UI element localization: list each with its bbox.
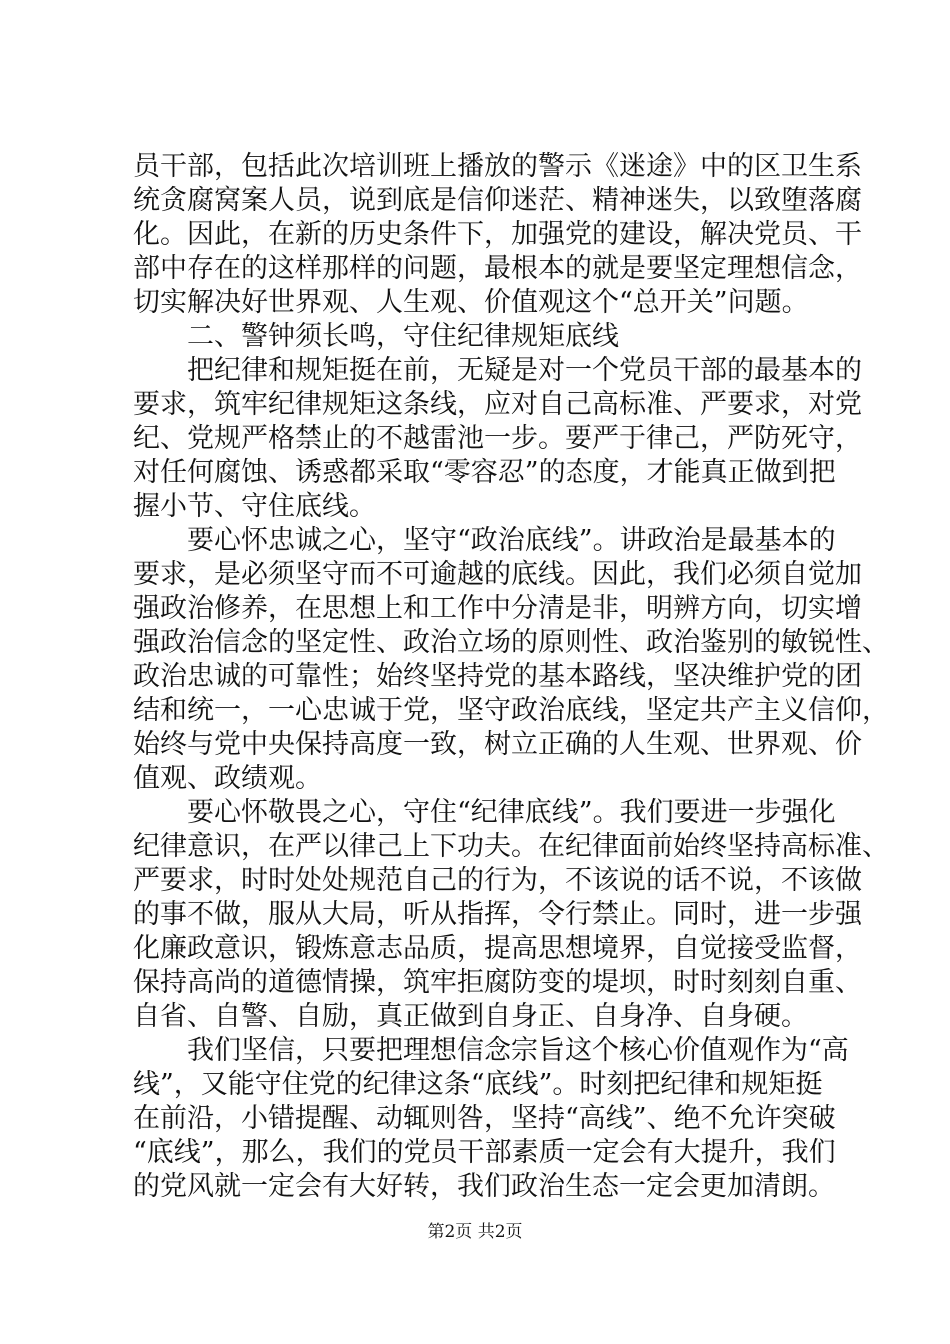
paragraph-first-line: 把纪律和规矩挺在前，无疑是对一个党员干部的最基本的 bbox=[187, 355, 862, 386]
text-line: 切实解决好世界观、人生观、价值观这个“总开关”问题。 bbox=[133, 287, 809, 318]
text-line: 化廉政意识，锻炼意志品质，提高思想境界，自觉接受监督， bbox=[133, 933, 862, 964]
text-line: 始终与党中央保持高度一致，树立正确的人生观、世界观、价 bbox=[133, 729, 862, 760]
text-line: 在前沿，小错提醒、动辄则咎，坚持“高线”、绝不允许突破 bbox=[133, 1103, 836, 1134]
text-line: 严要求，时时处处规范自己的行为，不该说的话不说，不该做 bbox=[133, 865, 862, 896]
text-line: 值观、政绩观。 bbox=[133, 763, 322, 794]
text-line: 部中存在的这样那样的问题，最根本的就是要坚定理想信念， bbox=[133, 253, 862, 284]
text-line: 员干部，包括此次培训班上播放的警示《迷途》中的区卫生系 bbox=[133, 151, 862, 182]
document-body bbox=[133, 150, 889, 1204]
paragraph-first-line: 要心怀敬畏之心，守住“纪律底线”。我们要进一步强化 bbox=[187, 797, 836, 828]
text-line: 线”，又能守住党的纪律这条“底线”。时刻把纪律和规矩挺 bbox=[133, 1069, 823, 1100]
text-line: 要求，是必须坚守而不可逾越的底线。因此，我们必须自觉加 bbox=[133, 559, 862, 590]
text-line: 的事不做，服从大局，听从指挥，令行禁止。同时，进一步强 bbox=[133, 899, 862, 930]
text-line: “底线”，那么，我们的党员干部素质一定会有大提升，我们 bbox=[133, 1137, 836, 1168]
text-line: 纪律意识，在严以律己上下功夫。在纪律面前始终坚持高标准、 bbox=[133, 831, 889, 862]
text-line: 统贪腐窝案人员，说到底是信仰迷茫、精神迷失，以致堕落腐 bbox=[133, 185, 862, 216]
text-line: 结和统一，一心忠诚于党，坚守政治底线，坚定共产主义信仰， bbox=[133, 695, 889, 726]
section-heading: 二、警钟须长鸣，守住纪律规矩底线 bbox=[187, 321, 619, 352]
text-line: 的党风就一定会有大好转，我们政治生态一定会更加清朗。 bbox=[133, 1171, 835, 1202]
text-line: 强政治修养，在思想上和工作中分清是非，明辨方向，切实增 bbox=[133, 593, 862, 624]
paragraph-first-line: 要心怀忠诚之心，坚守“政治底线”。讲政治是最基本的 bbox=[187, 525, 836, 556]
text-line: 握小节、守住底线。 bbox=[133, 491, 376, 522]
page-number-footer: 第2页 共2页 bbox=[427, 1222, 523, 1242]
text-line: 化。因此，在新的历史条件下，加强党的建设，解决党员、干 bbox=[133, 219, 862, 250]
text-line: 保持高尚的道德情操，筑牢拒腐防变的堤坝，时时刻刻自重、 bbox=[133, 967, 862, 998]
text-line: 强政治信念的坚定性、政治立场的原则性、政治鉴别的敏锐性、 bbox=[133, 627, 889, 658]
text-line: 政治忠诚的可靠性；始终坚持党的基本路线，坚决维护党的团 bbox=[133, 661, 862, 692]
paragraph-first-line: 我们坚信，只要把理想信念宗旨这个核心价值观作为“高 bbox=[187, 1035, 849, 1066]
text-line: 纪、党规严格禁止的不越雷池一步。要严于律己，严防死守， bbox=[133, 423, 862, 454]
text-line: 要求，筑牢纪律规矩这条线，应对自己高标准、严要求，对党 bbox=[133, 389, 862, 420]
text-line: 自省、自警、自励，真正做到自身正、自身净、自身硬。 bbox=[133, 1001, 808, 1032]
text-line: 对任何腐蚀、诱惑都采取“零容忍”的态度，才能真正做到把 bbox=[133, 457, 836, 488]
